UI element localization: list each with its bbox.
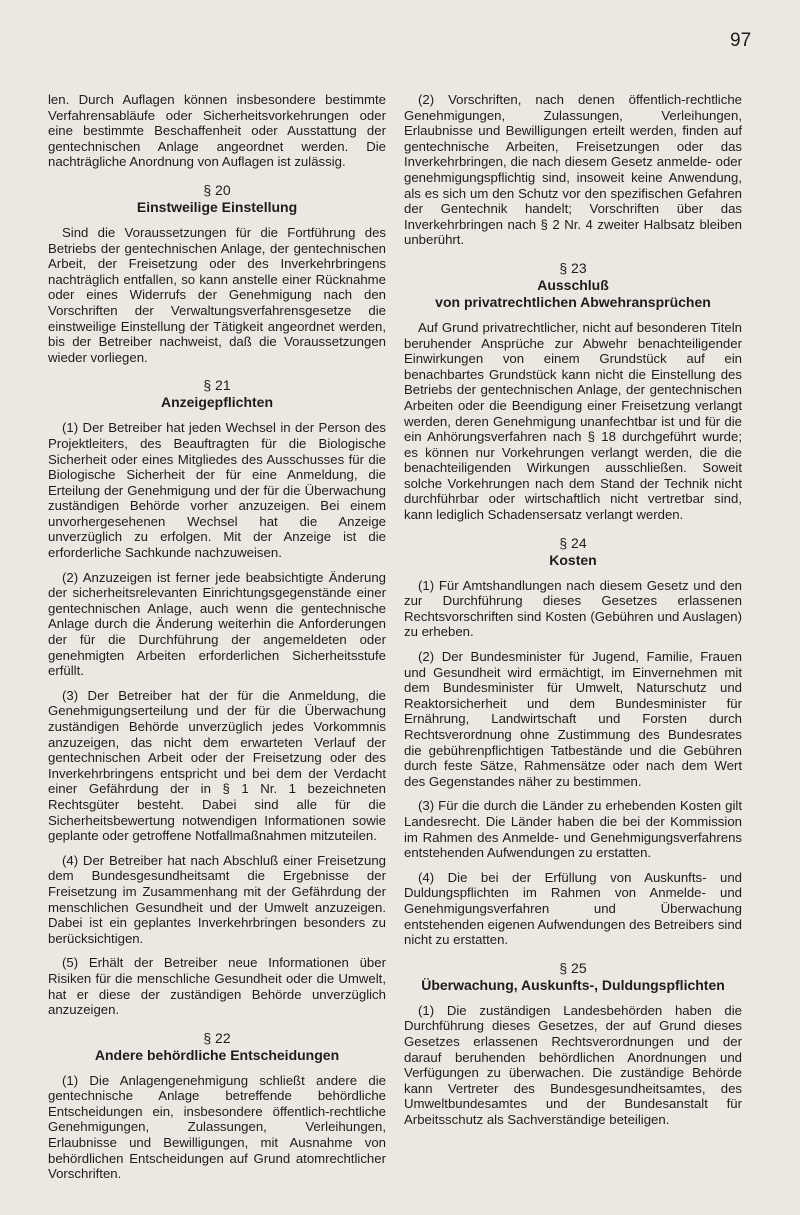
paragraph: (3) Für die durch die Länder zu erhebenden Kosten gilt Landesrecht. Die Länder haben die bei der Kommission im Rahmen des Anmelde- und Genehmigungsverfahrens entstehenden Aufwendungen zu erstatten. — [404, 798, 742, 861]
paragraph: (2) Anzuzeigen ist ferner jede beabsichtigte Änderung der sicherheitsrelevanten Einrichtungsgegenstände einer gentechnischen Anlage, auch wenn die gentechnische Anlage durch die Änderung weiterhin die Anforderungen der für die Durchführung der angemeldeten oder genehmigten Arbeiten erforderlichen Sicherheitsstufe erfüllt. — [48, 569, 386, 679]
paragraph: (5) Erhält der Betreiber neue Informationen über Risiken für die menschliche Gesundheit oder die Umwelt, hat er diese der zuständigen Behörde unverzüglich anzuzeigen. — [48, 955, 386, 1018]
section-title: Anzeigepflichten — [160, 394, 273, 411]
paragraph: (1) Für Amtshandlungen nach diesem Gesetz und den zur Durchführung dieses Gesetzes erlassenen Rechtsvorschriften sind Kosten (Gebühren und Auslagen) zu erheben. — [404, 577, 742, 640]
section-number: § 25 — [559, 959, 587, 976]
section-title: Andere behördliche Entscheidungen — [94, 1046, 340, 1063]
page-number: 97 — [730, 30, 752, 51]
paragraph: Sind die Voraussetzungen für die Fortführung des Betriebs der gentechnischen Anlage, der gentechnischen Arbeit, der Freisetzung oder des Inverkehrbringens nachträglich entfallen, so kann anstelle einer Rücknahme oder eines Widerrufs der Genehmigung nach den Vorschriften der Verwaltungsverfahrensgesetze die einstweilige Einstellung der Tätigkeit angeordnet werden, bis der Betreiber nachweist, daß die Voraussetzungen wieder vorliegen. — [48, 224, 386, 365]
paragraph: (4) Der Betreiber hat nach Abschluß einer Freisetzung dem Bundesgesundheitsamt die Ergebnisse der Freisetzung im Zusammenhang mit der Gefährdung der menschlichen Gesundheit und der Umwelt anzuzeigen. Dabei ist ein geplantes Inverkehrbringen besonders zu berücksichtigen. — [48, 852, 386, 946]
section-title: Ausschluß — [537, 276, 609, 293]
section-number: § 20 — [203, 181, 231, 198]
section-number: § 22 — [203, 1029, 231, 1046]
section-heading — [404, 260, 742, 311]
section-number: § 21 — [203, 377, 231, 394]
section-number: § 23 — [559, 259, 587, 276]
paragraph: (3) Der Betreiber hat der für die Anmeldung, die Genehmigungserteilung und der für die Überwachung zuständigen Behörde unverzüglich jedes Vorkommnis anzuzeigen, das nicht dem erwarteten Verlauf der gentechnischen Arbeit oder der Freisetzung oder des Inverkehrbringens entspricht und bei dem der Verdacht einer Gefährdung der in § 1 Nr. 1 bezeichneten Rechtsgüter besteht. Dabei sind alle für die Sicherheitsbewertung notwendigen Informationen sowie geplante oder getroffene Notfallmaßnahmen mitzuteilen. — [48, 687, 386, 844]
paragraph: (2) Vorschriften, nach denen öffentlich-rechtliche Genehmigungen, Zulassungen, Verleihungen, Erlaubnisse und Bewilligungen erteilt werden, finden auf gentechnische Arbeiten, Freisetzungen oder das Inverkehrbringen, die nach diesem Gesetz anmelde- oder genehmigungspflichtig sind, insoweit keine Anwendung, als es sich um den Schutz vor den spezifischen Gefahren der Gentechnik handelt; Vorschriften über das Inverkehrbringen nach § 2 Nr. 4 zweiter Halbsatz bleiben unberührt. — [404, 92, 742, 248]
section-heading — [48, 377, 386, 411]
section-title: Einstweilige Einstellung — [136, 198, 298, 215]
paragraph: (2) Der Bundesminister für Jugend, Familie, Frauen und Gesundheit wird ermächtigt, im Einvernehmen mit dem Bundesminister für Umwelt, Naturschutz und Reaktorsicherheit und dem Bundesminister für Ernährung, Landwirtschaft und Forsten durch Rechtsverordnung ohne Zustimmung des Bundesrates die gebührenpflichtigen Tatbestände und die Gebühren durch feste Sätze, Rahmensätze oder nach dem Wert des Gegenstandes näher zu bestimmen. — [404, 649, 742, 789]
paragraph: Auf Grund privatrechtlicher, nicht auf besonderen Titeln beruhender Ansprüche zur Abwehr benachteiligender Einwirkungen von einem Grundstück auf ein benachbartes Grundstück kann nicht die Einstellung des Betriebs der gentechnischen Anlage, der gentechnischen Arbeiten oder die Beendigung einer Freisetzung verlangt werden, deren Genehmigung unanfechtbar ist und für die ein Anhörungsverfahren nach § 18 durchgeführt wurde; es können nur Vorkehrungen verlangt werden, die die benachteiligenden Wirkungen ausschließen. Soweit solche Vorkehrungen nach dem Stand der Technik nicht durchführbar oder wirtschaftlich nicht vertretbar sind, kann lediglich Schadensersatz verlangt werden. — [404, 319, 742, 523]
section-heading — [48, 1030, 386, 1064]
paragraph: (1) Der Betreiber hat jeden Wechsel in der Person des Projektleiters, des Beauftragten für die Biologische Sicherheit oder eines Mitgliedes des Ausschusses für die Biologische Sicherheit der für eine Anmeldung, die Erteilung der Genehmigung und der für die Überwachung zuständigen Behörde vorher anzuzeigen. Bei einem unvorhergesehenen Wechsel hat die Anzeige unverzüglich zu erfolgen. Mit der Anzeige ist die erforderliche Sachkunde nachzuweisen. — [48, 420, 386, 561]
section-number: § 24 — [559, 534, 587, 551]
section-title: Überwachung, Auskunfts-, Duldungspflichten — [421, 976, 725, 993]
paragraph: (1) Die Anlagengenehmigung schließt andere die gentechnische Anlage betreffende behördliche Entscheidungen ein, insbesondere öffentlich-rechtliche Genehmigungen, Zulassungen, Verleihungen, Erlaubnisse und Bewilligungen, mit Ausnahme von behördlichen Entscheidungen auf Grund atomrechtlicher Vorschriften. — [48, 1072, 386, 1182]
left-column — [48, 92, 386, 1191]
section-subtitle: von privatrechtlichen Abwehransprüchen — [435, 293, 711, 310]
paragraph: (4) Die bei der Erfüllung von Auskunfts- und Duldungspflichten im Rahmen von Anmelde- und Genehmigungsverfahren und Überwachung entstehenden eigenen Aufwendungen des Betreibers sind nicht zu erstatten. — [404, 869, 743, 948]
section-title: Kosten — [549, 551, 597, 568]
right-column — [404, 92, 742, 1136]
section-heading — [404, 960, 742, 994]
paragraph: len. Durch Auflagen können insbesondere bestimmte Verfahrensabläufe oder Sicherheitsvorkehrungen oder eine bestimmte Beschaffenheit oder Ausstattung der gentechnischen Anlage angeordnet werden. Die nachträgliche Anordnung von Auflagen ist zulässig. — [48, 92, 386, 170]
paragraph: (1) Die zuständigen Landesbehörden haben die Durchführung dieses Gesetzes, der auf Grund dieses Gesetzes erlassenen Rechtsverordnungen und der darauf beruhenden behördlichen Anordnungen und Verfügungen zu überwachen. Die zuständige Behörde kann Vertreter des Bundesgesundheitsamtes, des Umweltbundesamtes und der Bundesanstalt für Arbeitsschutz als Sachverständige beteiligen. — [404, 1002, 742, 1127]
section-heading — [404, 535, 742, 569]
section-heading — [48, 182, 386, 216]
